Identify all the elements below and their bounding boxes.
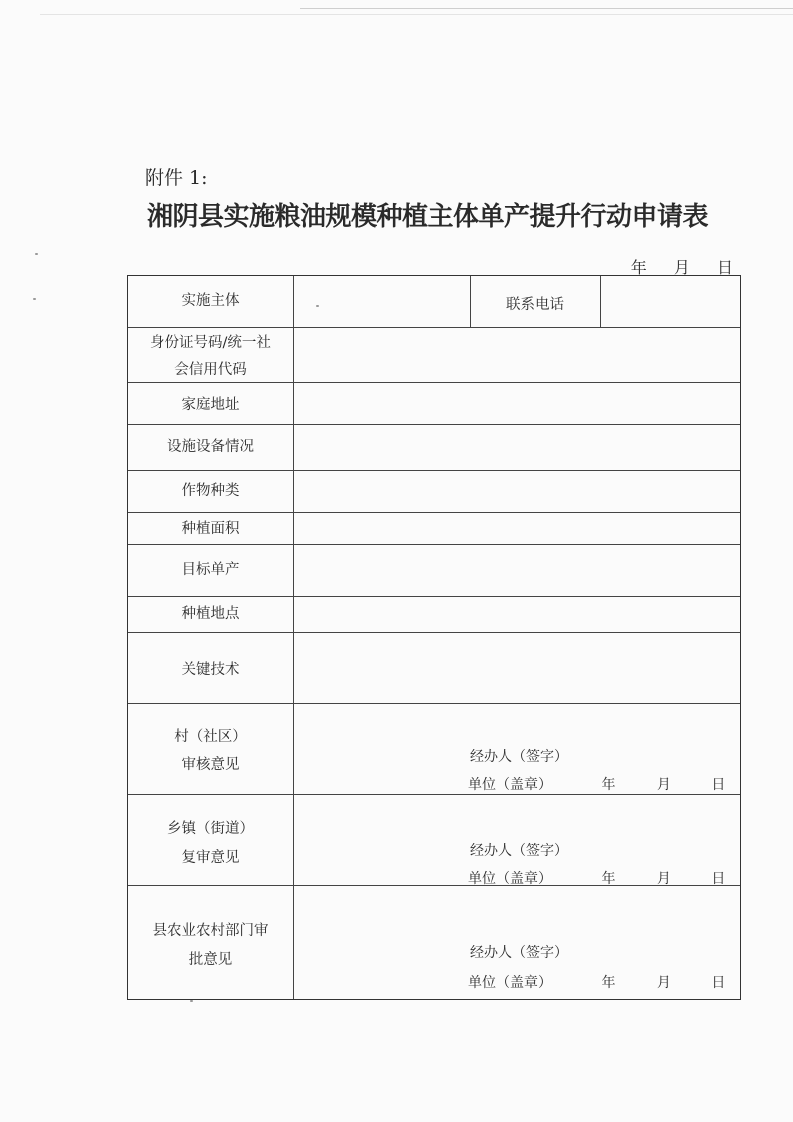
scan-edge-line [40, 14, 793, 15]
label-phone: 联系电话 [506, 297, 564, 313]
sign-day: 日 [711, 871, 726, 887]
date-day: 日 [716, 258, 733, 277]
location-field[interactable] [294, 597, 740, 632]
sign-month: 月 [656, 871, 671, 887]
attachment-label: 附件 1: [145, 167, 208, 189]
label-facilities: 设施设备情况 [167, 439, 254, 455]
village-handler-signature: 经办人（签字） [470, 749, 568, 765]
unit-stamp-label: 单位（盖章） [468, 975, 552, 991]
date-year: 年 [630, 258, 647, 277]
sign-day: 日 [711, 975, 726, 991]
label-id-line2: 会信用代码 [174, 362, 247, 378]
county-approval-label-line1: 县农业农村部门审 [152, 923, 269, 939]
village-review-label-line1: 村（社区） [174, 729, 247, 745]
sign-year: 年 [601, 871, 616, 887]
facilities-field[interactable] [294, 425, 740, 470]
sign-month: 月 [656, 777, 671, 793]
crop-field[interactable] [294, 471, 740, 512]
area-field[interactable] [294, 513, 740, 544]
county-unit-stamp [468, 972, 742, 992]
key-tech-field[interactable] [294, 633, 740, 703]
scan-speck [33, 298, 36, 300]
county-approval-label-line2: 批意见 [188, 952, 233, 968]
label-entity: 实施主体 [181, 293, 240, 309]
township-review-label-line1: 乡镇（街道） [167, 821, 254, 837]
sign-day: 日 [711, 777, 726, 793]
phone-field[interactable] [601, 276, 740, 327]
sign-year: 年 [601, 777, 616, 793]
scan-speck [190, 1000, 193, 1002]
unit-stamp-label: 单位（盖章） [468, 777, 552, 793]
township-unit-stamp [468, 868, 742, 888]
id-code-field[interactable] [294, 328, 740, 382]
unit-stamp-label: 单位（盖章） [468, 871, 552, 887]
village-unit-stamp [468, 774, 742, 794]
label-address: 家庭地址 [181, 397, 240, 413]
target-yield-field[interactable] [294, 545, 740, 596]
address-field[interactable] [294, 383, 740, 424]
village-review-label-line2: 审核意见 [181, 757, 240, 773]
date-month: 月 [673, 258, 690, 277]
sign-month: 月 [656, 975, 671, 991]
township-review-label-line2: 复审意见 [181, 850, 240, 866]
document-title: 湘阴县实施粮油规模种植主体单产提升行动申请表 [147, 202, 709, 232]
label-area: 种植面积 [181, 521, 240, 537]
county-handler-signature: 经办人（签字） [470, 945, 568, 961]
entity-field[interactable] [294, 276, 470, 327]
sign-year: 年 [601, 975, 616, 991]
application-form-table [127, 275, 741, 1000]
label-location: 种植地点 [181, 606, 240, 622]
label-key-tech: 关键技术 [181, 662, 240, 678]
label-target-yield: 目标单产 [181, 562, 240, 578]
label-id-line1: 身份证号码/统一社 [150, 335, 271, 351]
scan-edge-line [300, 8, 793, 9]
scan-speck [316, 305, 319, 307]
label-crop: 作物种类 [181, 483, 240, 499]
township-handler-signature: 经办人（签字） [470, 843, 568, 859]
scan-speck [35, 253, 38, 255]
